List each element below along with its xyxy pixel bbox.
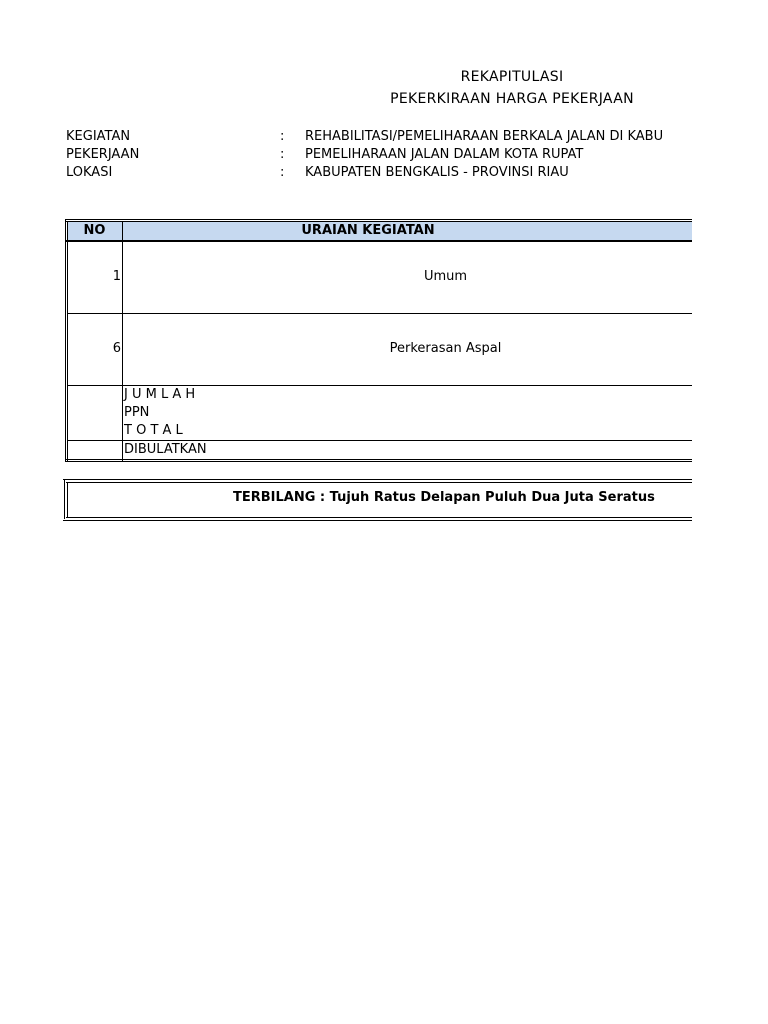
table-bottom-border [65, 459, 692, 460]
terbilang-inner-border [66, 482, 692, 483]
info-colon: : [280, 147, 285, 162]
info-value-lokasi: KABUPATEN BENGKALIS - PROVINSI RIAU [305, 165, 569, 180]
row-description: Umum [423, 269, 468, 284]
summary-total-label: T O T A L [124, 423, 183, 438]
document-title: REKAPITULASI [460, 69, 564, 85]
terbilang-left-border-inner [67, 482, 68, 518]
row-number: 6 [112, 341, 121, 356]
row-number: 1 [112, 269, 121, 284]
table-top-border [65, 219, 692, 220]
terbilang-inner-border [66, 517, 692, 518]
info-value-pekerjaan: PEMELIHARAAN JALAN DALAM KOTA RUPAT [305, 147, 584, 162]
summary-ppn-label: PPN [124, 405, 150, 420]
info-label-lokasi: LOKASI [66, 165, 113, 180]
info-colon: : [280, 129, 285, 144]
info-label-pekerjaan: PEKERJAAN [66, 147, 140, 162]
terbilang-text: TERBILANG : Tujuh Ratus Delapan Puluh Dua Juta Seratus [233, 490, 655, 505]
table-bottom-border-outer [65, 461, 692, 462]
info-value-kegiatan: REHABILITASI/PEMELIHARAAN BERKALA JALAN DI KABU [305, 129, 664, 144]
table-header-border [65, 240, 692, 242]
info-colon: : [280, 165, 285, 180]
summary-jumlah-label: J U M L A H [124, 387, 196, 402]
column-header-uraian: URAIAN KEGIATAN [301, 223, 435, 238]
table-left-border-outer [65, 219, 66, 462]
row-divider [67, 313, 692, 314]
row-description: Perkerasan Aspal [389, 341, 502, 356]
summary-dibulatkan-label: DIBULATKAN [124, 442, 207, 457]
info-label-kegiatan: KEGIATAN [66, 129, 131, 144]
terbilang-left-border [64, 480, 65, 519]
document-subtitle: PEKERKIRAAN HARGA PEKERJAAN [390, 91, 634, 107]
column-header-no: NO [83, 223, 106, 238]
